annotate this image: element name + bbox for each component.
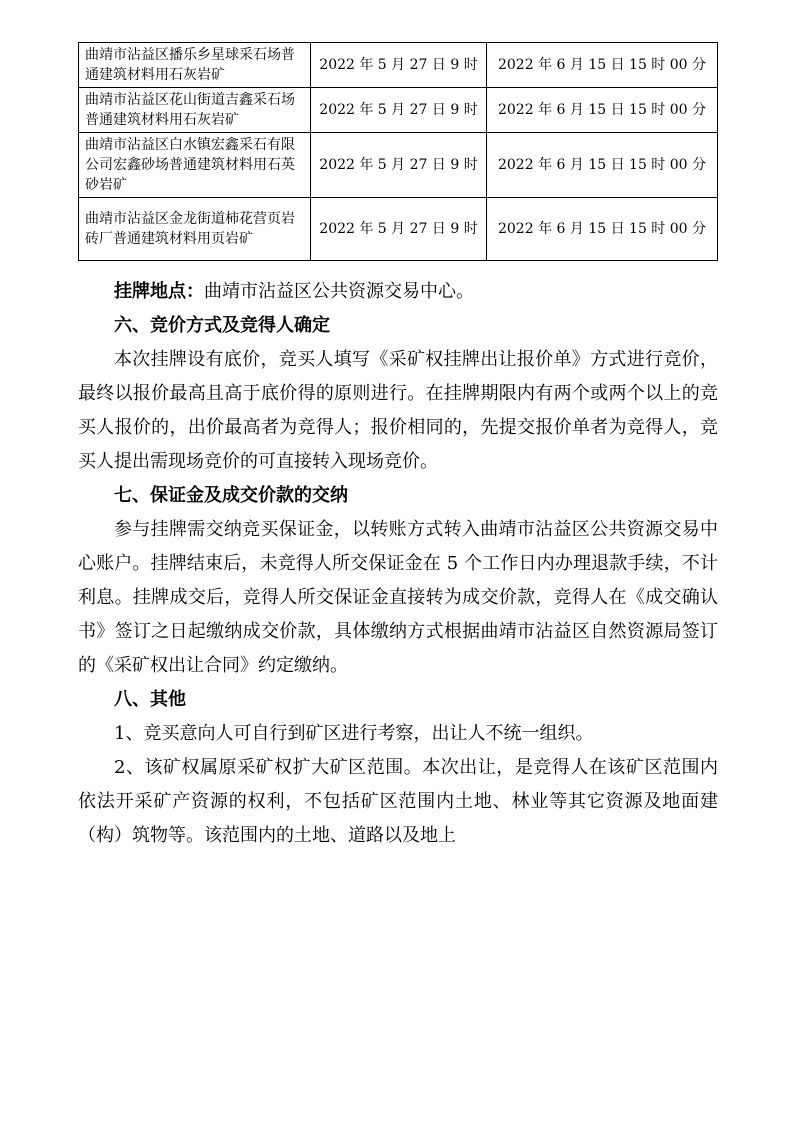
end-time-cell: 2022 年 6 月 15 日 15 时 00 分	[487, 133, 718, 198]
end-time-cell: 2022 年 6 月 15 日 15 时 00 分	[487, 198, 718, 261]
table-row	[79, 43, 718, 88]
mine-schedule-table	[78, 42, 718, 261]
end-time-cell: 2022 年 6 月 15 日 15 时 00 分	[487, 43, 718, 88]
start-time-cell: 2022 年 5 月 27 日 9 时	[311, 133, 487, 198]
listing-place-label: 挂牌地点：	[114, 281, 204, 302]
start-time-cell: 2022 年 5 月 27 日 9 时	[311, 43, 487, 88]
table-row	[79, 198, 718, 261]
section-7-paragraph: 参与挂牌需交纳竞买保证金，以转账方式转入曲靖市沾益区公共资源交易中心账户。挂牌结束后，未竞得人所交保证金在 5 个工作日内办理退款手续，不计利息。挂牌成交后，竞得人所交保证金直接转为成交价款，竞得人在《成交确认书》签订之日起缴纳成交价款，具体缴纳方式根据曲靖市沾益区自然资源局签订的《采矿权出让合同》约定缴纳。	[78, 519, 718, 676]
table-row	[79, 133, 718, 198]
table-row	[79, 88, 718, 133]
mine-name-cell: 曲靖市沾益区金龙街道柿花营页岩砖厂普通建筑材料用页岩矿	[79, 198, 311, 261]
mine-name-cell: 曲靖市沾益区播乐乡星球采石场普通建筑材料用石灰岩矿	[79, 43, 311, 88]
end-time-cell: 2022 年 6 月 15 日 15 时 00 分	[487, 88, 718, 133]
start-time-cell: 2022 年 5 月 27 日 9 时	[311, 88, 487, 133]
section-6-heading: 六、竞价方式及竞得人确定	[114, 315, 330, 336]
mine-name-cell: 曲靖市沾益区白水镇宏鑫采石有限公司宏鑫砂场普通建筑材料用石英砂岩矿	[79, 133, 311, 198]
section-8-item-2: 2、该矿权属原采矿权扩大矿区范围。本次出让，是竞得人在该矿区范围内依法开采矿产资源的权利，不包括矿区范围内土地、林业等其它资源及地面建（构）筑物等。该范围内的土地、道路以及地上	[78, 757, 718, 846]
section-8-item-1: 1、竞买意向人可自行到矿区进行考察，出让人不统一组织。	[114, 723, 594, 744]
body-text	[78, 275, 718, 853]
start-time-cell: 2022 年 5 月 27 日 9 时	[311, 198, 487, 261]
listing-place-value: 曲靖市沾益区公共资源交易中心。	[204, 281, 474, 302]
section-6-paragraph: 本次挂牌设有底价，竞买人填写《采矿权挂牌出让报价单》方式进行竞价，最终以报价最高且高于底价得的原则进行。在挂牌期限内有两个或两个以上的竞买人报价的，出价最高者为竞得人；报价相同的，先提交报价单者为竞得人，竞买人提出需现场竞价的可直接转入现场竞价。	[78, 349, 718, 472]
listing-place-paragraph	[78, 275, 718, 309]
section-7-heading: 七、保证金及成交价款的交纳	[114, 485, 348, 506]
mine-name-cell: 曲靖市沾益区花山街道吉鑫采石场普通建筑材料用石灰岩矿	[79, 88, 311, 133]
section-8-heading: 八、其他	[114, 689, 186, 710]
